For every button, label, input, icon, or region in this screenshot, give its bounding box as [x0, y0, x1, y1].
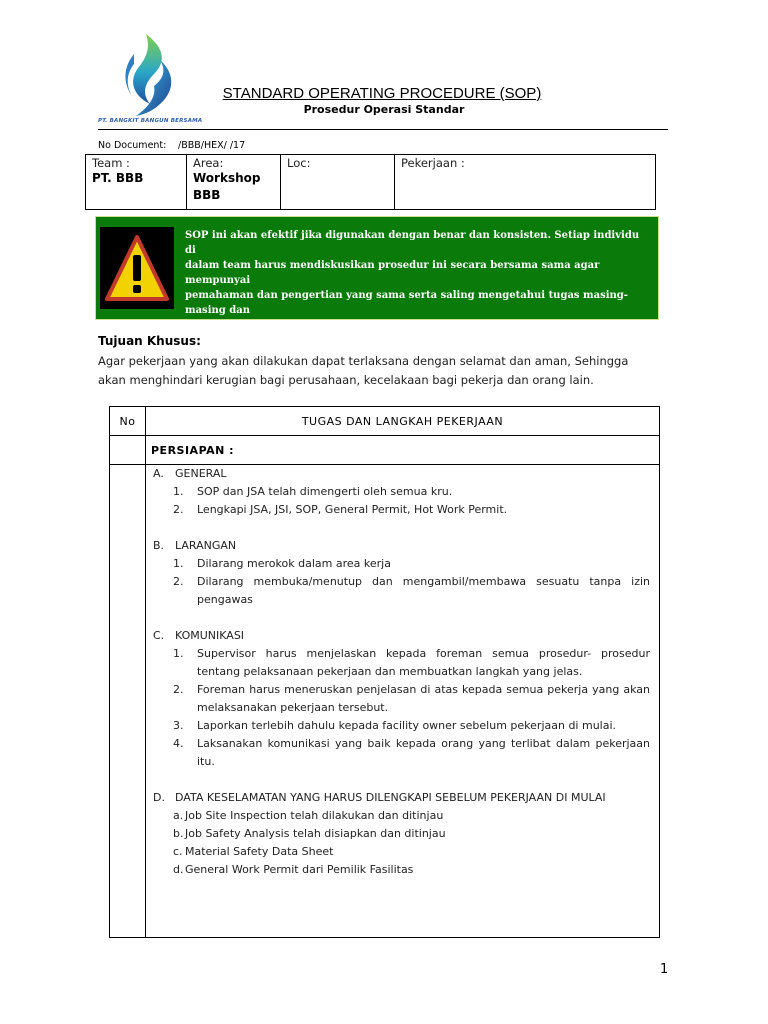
info-table — [85, 154, 656, 210]
section-heading: A. GENERAL — [153, 467, 227, 480]
warning-line: SOP ini akan efektif jika digunakan dengan benar dan konsisten. Setiap individu di — [185, 230, 640, 256]
page-number: 1 — [660, 962, 669, 977]
warning-box — [95, 216, 659, 331]
warning-text — [185, 228, 651, 333]
company-name-logo-text: PT. BANGKIT BANGUN BERSAMA — [98, 118, 203, 124]
warning-line: standar K3L (HES) yang akan dicapai pada akhir pekerjaan. — [185, 320, 523, 331]
list-item: 2. Dilarang membuka/menutup dan mengambil/membawa sesuatu tanpa izin pengawas — [173, 575, 650, 606]
col-no-header: No — [110, 407, 146, 436]
section-data-keselamatan — [147, 789, 658, 879]
area-cell — [187, 155, 281, 210]
team-cell — [86, 155, 187, 210]
list-item: 2. Lengkapi JSA, JSI, SOP, General Permit, Hot Work Permit. — [173, 503, 508, 516]
loc-cell — [281, 155, 395, 210]
no-document-value: /BBB/HEX/ /17 — [178, 140, 246, 151]
sections-no-cell — [110, 465, 146, 938]
warning-triangle-icon — [102, 231, 172, 305]
section-larangan — [147, 537, 658, 609]
sections-cell — [146, 465, 660, 938]
area-value-line1: Workshop — [193, 171, 261, 185]
list-item: 3. Laporkan terlebih dahulu kepada facility owner sebelum pekerjaan di mulai. — [173, 719, 617, 732]
list-item: b. Job Safety Analysis telah disiapkan dan ditinjau — [173, 827, 446, 840]
task-table — [109, 406, 660, 938]
area-label: Area: — [193, 156, 224, 170]
document-subtitle: Prosedur Operasi Standar — [303, 103, 465, 116]
table-header-row — [110, 407, 660, 436]
header-divider — [98, 129, 668, 130]
persiapan-label: PERSIAPAN : — [146, 436, 660, 465]
loc-label: Loc: — [287, 156, 311, 170]
pekerjaan-cell — [395, 155, 656, 210]
section-heading: C. KOMUNIKASI — [153, 629, 245, 642]
company-logo — [98, 30, 202, 132]
list-item: c. Material Safety Data Sheet — [173, 845, 334, 858]
warning-line: dalam team harus mendiskusikan prosedur ini secara bersama sama agar mempunyai — [185, 260, 600, 286]
section-komunikasi — [147, 627, 658, 771]
tujuan-heading: Tujuan Khusus: — [98, 334, 201, 348]
persiapan-row — [110, 436, 660, 465]
warning-line: pemahaman dan pengertian yang sama serta saling mengetahui tugas masing-masing dan — [185, 290, 628, 316]
list-item: 4. Laksanakan komunikasi yang baik kepada orang yang terlibat dalam pekerjaan itu. — [173, 737, 650, 768]
section-general — [147, 465, 658, 519]
list-item: 2. Foreman harus meneruskan penjelasan di atas kepada semua pekerja yang akan melaksanakan pekerjaan tersebut. — [173, 683, 650, 714]
list-item: d. General Work Permit dari Pemilik Fasilitas — [173, 863, 414, 876]
document-number — [98, 140, 246, 151]
list-item: 1. SOP dan JSA telah dimengerti oleh semua kru. — [173, 485, 453, 498]
team-label: Team : — [92, 156, 130, 170]
sections-row — [110, 465, 660, 938]
section-heading: D. DATA KESELAMATAN YANG HARUS DILENGKAPI SEBELUM PEKERJAAN DI MULAI — [153, 791, 606, 804]
tujuan-text: Agar pekerjaan yang akan dilakukan dapat terlaksana dengan selamat dan aman, Sehingga akan menghindari kerugian bagi perusahaan, kecelakaan bagi pekerja dan orang lain. — [98, 354, 629, 387]
col-tugas-header: TUGAS DAN LANGKAH PEKERJAAN — [146, 407, 660, 436]
section-heading: B. LARANGAN — [153, 539, 237, 552]
no-document-label: No Document: — [98, 140, 167, 151]
pekerjaan-label: Pekerjaan : — [401, 156, 465, 170]
document-title: STANDARD OPERATING PROCEDURE (SOP) — [222, 85, 542, 102]
list-item: a. Job Site Inspection telah dilakukan dan ditinjau — [173, 809, 444, 822]
list-item: 1. Supervisor harus menjelaskan kepada foreman semua prosedur- prosedur tentang pelaksanaan pekerjaan dan membuatkan langkah yang jelas. — [173, 647, 650, 678]
area-value-line2: BBB — [193, 188, 221, 202]
persiapan-no-cell — [110, 436, 146, 465]
list-item: 1. Dilarang merokok dalam area kerja — [173, 557, 391, 570]
team-value: PT. BBB — [92, 171, 144, 185]
